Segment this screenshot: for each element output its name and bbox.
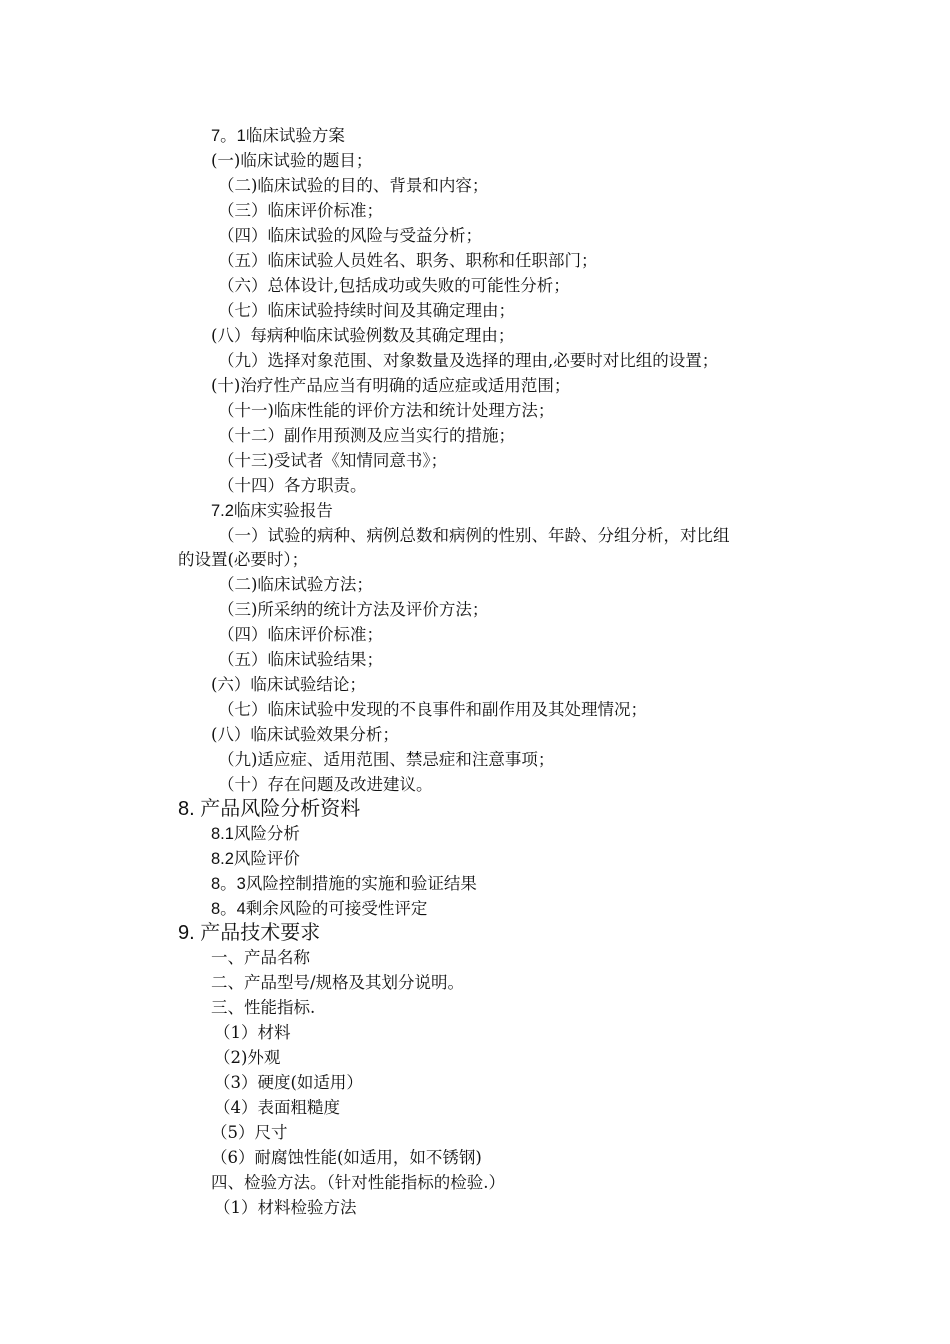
list-item: （2)外观 xyxy=(214,1048,281,1067)
list-item: (六）临床试验结论； xyxy=(211,675,366,694)
section-8-heading: 8. 产品风险分析资料 xyxy=(178,798,361,820)
list-item: （十四）各方职责。 xyxy=(218,476,367,495)
list-item: （1）材料检验方法 xyxy=(214,1198,357,1217)
list-item: （十一)临床性能的评价方法和统计处理方法； xyxy=(218,401,555,420)
list-item: （五）临床试验结果； xyxy=(218,650,383,669)
list-item: 一、产品名称 xyxy=(211,948,310,967)
list-item: (十)治疗性产品应当有明确的适应症或适用范围； xyxy=(211,376,571,395)
list-item: （6）耐腐蚀性能(如适用，如不锈钢) xyxy=(211,1148,482,1167)
list-item: （一）试验的病种、病例总数和病例的性别、年龄、分组分析，对比组 xyxy=(218,526,730,545)
list-item: （七）临床试验持续时间及其确定理由； xyxy=(218,301,515,320)
list-item: (八）临床试验效果分析； xyxy=(211,725,399,744)
list-item: 8。3风险控制措施的实施和验证结果 xyxy=(211,875,477,893)
list-item: （十二）副作用预测及应当实行的措施； xyxy=(218,426,515,445)
list-item: （九）选择对象范围、对象数量及选择的理由,必要时对比组的设置； xyxy=(218,351,719,370)
list-item: 四、检验方法。（针对性能指标的检验.） xyxy=(211,1173,505,1192)
list-item: 8.1风险分析 xyxy=(211,825,300,843)
list-item: （四）临床试验的风险与受益分析； xyxy=(218,226,482,245)
list-item: (八）每病种临床试验例数及其确定理由； xyxy=(211,326,515,345)
list-item: （十三)受试者《知情同意书》； xyxy=(218,451,448,470)
list-item: （5）尺寸 xyxy=(211,1123,288,1142)
list-item-continuation: 的设置(必要时）； xyxy=(178,550,309,569)
list-item: （四）临床评价标准； xyxy=(218,625,383,644)
list-item: （二)临床试验方法； xyxy=(218,575,373,594)
list-item: (一)临床试验的题目； xyxy=(211,151,373,170)
list-item: 8。4剩余风险的可接受性评定 xyxy=(211,900,428,918)
list-item: （三）临床评价标准； xyxy=(218,201,383,220)
list-item: （三)所采纳的统计方法及评价方法； xyxy=(218,600,489,619)
list-item: （3）硬度(如适用） xyxy=(214,1073,363,1092)
list-item: （二)临床试验的目的、背景和内容； xyxy=(218,176,489,195)
list-item: （六）总体设计,包括成功或失败的可能性分析； xyxy=(218,276,570,295)
list-item: （4）表面粗糙度 xyxy=(214,1098,340,1117)
list-item: 8.2风险评价 xyxy=(211,850,300,868)
list-item: （五）临床试验人员姓名、职务、职称和任职部门； xyxy=(218,251,598,270)
list-item: （1）材料 xyxy=(214,1023,291,1042)
list-item: 三、性能指标. xyxy=(211,998,316,1017)
section-7-2-title: 7.2临床实验报告 xyxy=(211,502,333,520)
list-item: （十）存在问题及改进建议。 xyxy=(218,775,433,794)
list-item: （七）临床试验中发现的不良事件和副作用及其处理情况； xyxy=(218,700,647,719)
list-item: 二、产品型号/规格及其划分说明。 xyxy=(211,973,465,992)
section-7-1-title: 7。1临床试验方案 xyxy=(211,127,345,145)
list-item: （九)适应症、适用范围、禁忌症和注意事项； xyxy=(218,750,555,769)
section-9-heading: 9. 产品技术要求 xyxy=(178,922,321,944)
